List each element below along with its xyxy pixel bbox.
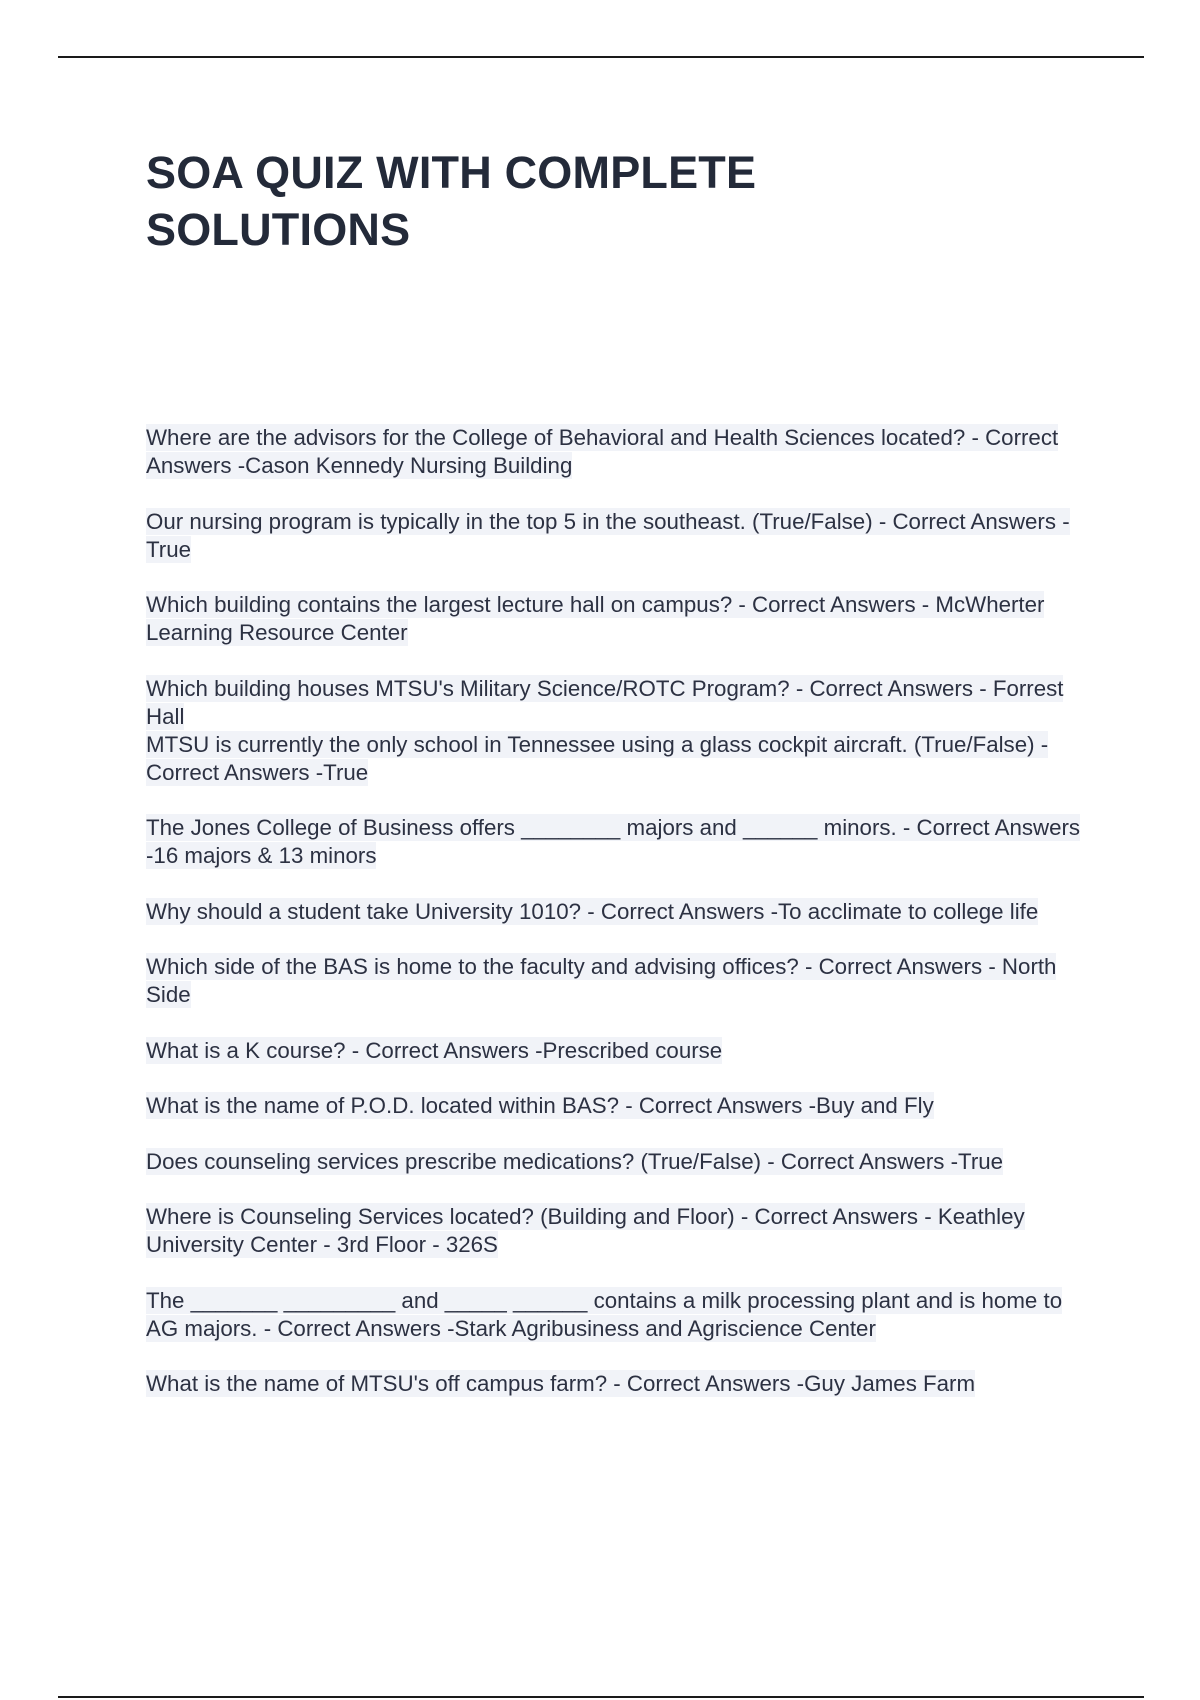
qa-item: [146, 1203, 1086, 1259]
qa-text: MTSU is currently the only school in Tennessee using a glass cockpit aircraft. (True/False) - Correct Answers -True: [146, 731, 1049, 785]
qa-item: [146, 591, 1086, 647]
qa-item: [146, 953, 1086, 1009]
qa-list: [146, 424, 1086, 1426]
qa-text: Where are the advisors for the College of Behavioral and Health Sciences located? - Correct Answers -Cason Kennedy Nursing Building: [146, 425, 1059, 478]
qa-text: Where is Counseling Services located? (Building and Floor) - Correct Answers - Keathley University Center - 3rd Floor - 326S: [146, 1204, 1025, 1257]
qa-text: Does counseling services prescribe medications? (True/False) - Correct Answers -True: [146, 1148, 1004, 1174]
qa-text: Which building houses MTSU's Military Science/ROTC Program? - Correct Answers - Forrest Hall: [146, 675, 1064, 729]
qa-item: [146, 814, 1086, 870]
qa-text: Which building contains the largest lecture hall on campus? - Correct Answers - McWherter Learning Resource Center: [146, 592, 1045, 645]
qa-item: [146, 1370, 1086, 1398]
qa-text: Our nursing program is typically in the top 5 in the southeast. (True/False) - Correct Answers -True: [146, 508, 1070, 562]
bottom-rule: [58, 1696, 1144, 1698]
title-line-2: SOLUTIONS: [146, 204, 411, 255]
qa-text: The _______ _________ and _____ ______ contains a milk processing plant and is home to AG majors. - Correct Answers -Stark Agribusiness and Agriscience Center: [146, 1287, 1063, 1341]
qa-item: [146, 898, 1086, 926]
qa-item: [146, 675, 1086, 731]
qa-item: [146, 1092, 1086, 1120]
top-rule: [58, 56, 1144, 58]
document-title: [146, 144, 1046, 258]
qa-item: [146, 1148, 1086, 1176]
qa-item: [146, 731, 1086, 787]
title-line-1: SOA QUIZ WITH COMPLETE: [146, 147, 757, 198]
qa-text: The Jones College of Business offers ________ majors and ______ minors. - Correct Answers -16 majors & 13 minors: [146, 815, 1081, 868]
qa-text: What is the name of MTSU's off campus farm? - Correct Answers -Guy James Farm: [146, 1371, 976, 1396]
qa-item: [146, 424, 1086, 480]
qa-text: Why should a student take University 1010? - Correct Answers -To acclimate to college life: [146, 898, 1039, 924]
qa-item: [146, 508, 1086, 564]
qa-item: [146, 1287, 1086, 1343]
qa-item: [146, 1037, 1086, 1065]
qa-text: What is a K course? - Correct Answers -Prescribed course: [146, 1037, 723, 1063]
qa-text: Which side of the BAS is home to the faculty and advising offices? - Correct Answers - North Side: [146, 954, 1057, 1007]
qa-text: What is the name of P.O.D. located within BAS? - Correct Answers -Buy and Fly: [146, 1093, 934, 1118]
